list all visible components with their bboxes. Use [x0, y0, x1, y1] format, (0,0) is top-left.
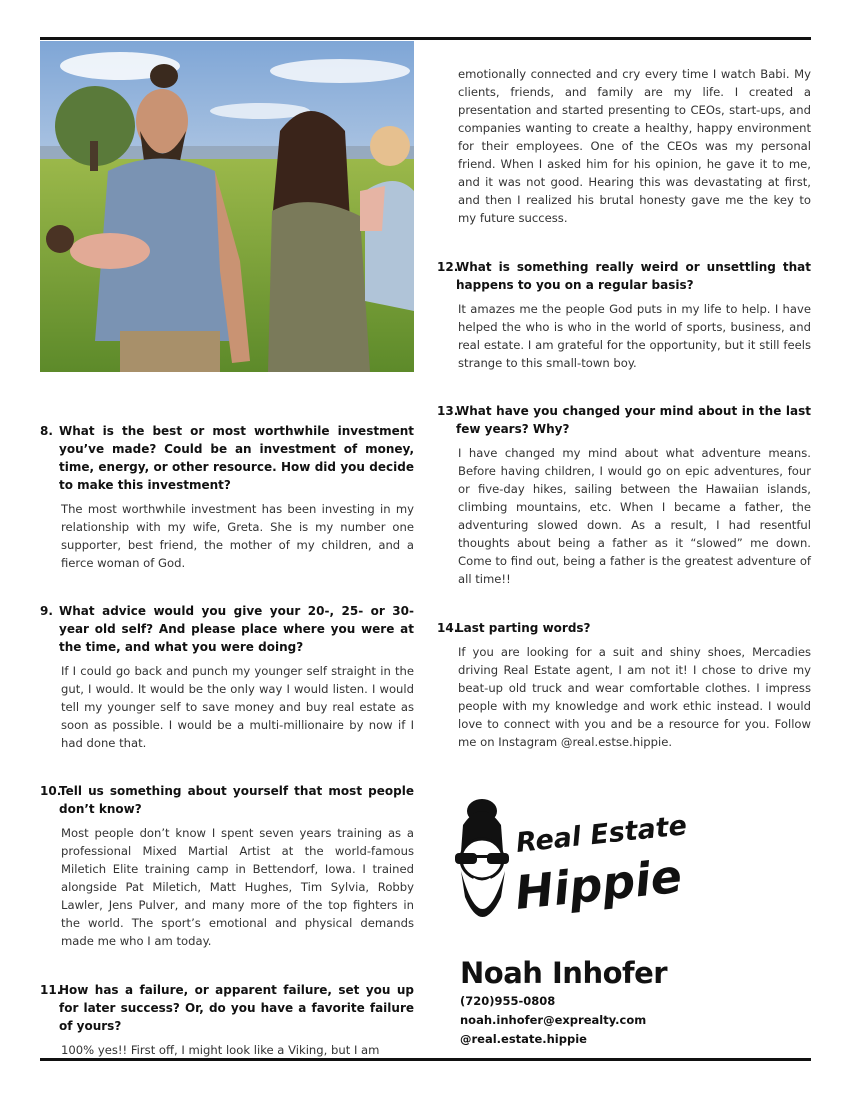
question-11	[40, 981, 414, 1035]
real-estate-hippie-logo	[449, 797, 689, 937]
answer-13: I have changed my mind about what adventure means. Before having children, I would go on epic adventures, four or five-day hikes, sailing between the Hawaiian islands, climbing mountains, etc. When I became a father, the adventuring slowed down. As a result, I had resentful thoughts about being a father as it “slowed” me down. Come to find out, being a father is the greatest adventure of all time!!	[458, 446, 811, 586]
question-text: What have you changed your mind about in the last few years? Why?	[456, 404, 811, 436]
question-number: 9.	[40, 604, 53, 618]
question-number: 12.	[437, 260, 459, 274]
agent-name: Noah Inhofer	[460, 956, 668, 990]
question-text: Last parting words?	[456, 621, 591, 635]
qa-item-14	[437, 619, 811, 751]
top-rule	[40, 37, 811, 40]
question-12	[437, 258, 811, 294]
bottom-rule	[40, 1058, 811, 1061]
logo-text-line1: Real Estate	[514, 810, 689, 859]
qa-item-9	[40, 602, 414, 752]
question-text: What is something really weird or unsettling that happens to you on a regular basis?	[456, 260, 811, 292]
qa-item-8	[40, 422, 414, 572]
question-text: What advice would you give your 20-, 25- or 30-year old self? And please place where you were at the time, and what you were doing?	[59, 604, 414, 654]
answer-14: If you are looking for a suit and shiny shoes, Mercadies driving Real Estate agent, I am not it! I chose to drive my beat-up old truck and wear comfortable clothes. I impress people with my knowledge and work ethic instead. I would love to connect with you and be a resource for you. Follow me on Instagram @real.estse.hippie.	[458, 645, 811, 749]
question-text: How has a failure, or apparent failure, set you up for later success? Or, do you have a favorite failure of yours?	[59, 983, 414, 1033]
answer-12: It amazes me the people God puts in my life to help. I have helped the who is who in the world of sports, business, and real estate. I am grateful for the opportunity, but it still feels strange to this small-town boy.	[458, 302, 811, 370]
question-number: 11.	[40, 983, 62, 997]
qa-item-10	[40, 782, 414, 950]
question-10	[40, 782, 414, 818]
phone-number: (720)955-0808	[460, 994, 556, 1008]
logo-text-line2: Hippie	[512, 848, 685, 920]
question-8	[40, 422, 414, 494]
question-text: Tell us something about yourself that most people don’t know?	[59, 784, 414, 816]
question-9	[40, 602, 414, 656]
answer-10: Most people don’t know I spent seven years training as a professional Mixed Martial Artist at the world-famous Miletich Elite training camp in Bettendorf, Iowa. I trained alongside Pat Miletich, Matt Hughes, Tim Sylvia, Robby Lawler, Jens Pulver, and many more of the top fighters in the world. The sport’s emotional and physical demands made me who I am today.	[61, 826, 414, 948]
question-number: 14.	[437, 621, 459, 635]
answer-9: If I could go back and punch my younger self straight in the gut, I would. It would be the only way I would listen. I would tell my younger self to save money and buy real estate as soon as possible. I would be a multi-millionaire by now if I had done that.	[61, 664, 414, 750]
question-13	[437, 402, 811, 438]
question-number: 13.	[437, 404, 459, 418]
qa-item-11	[40, 981, 414, 1059]
answer-8: The most worthwhile investment has been investing in my relationship with my wife, Greta. She is my number one supporter, best friend, the mother of my children, and a fierce woman of God.	[61, 502, 414, 570]
instagram-handle: @real.estate.hippie	[460, 1032, 587, 1046]
continued-answer-11: emotionally connected and cry every time I watch Babi. My clients, friends, and family are my life. I created a presentation and started presenting to CEOs, start-ups, and companies wanting to create a healthy, happy environment for their employees. One of the CEOs was my personal friend. When I asked him for his opinion, he gave it to me, and it was not good. Hearing this was devastating at first, and then I realized his brutal honesty gave me the key to my future success.	[458, 67, 811, 225]
answer-11: 100% yes!! First off, I might look like a Viking, but I am	[61, 1043, 380, 1057]
qa-item-13	[437, 402, 811, 588]
question-text: What is the best or most worthwhile investment you’ve made? Could be an investment of money, time, energy, or other resource. How did you decide to make this investment?	[59, 424, 414, 492]
question-14	[437, 619, 811, 637]
question-number: 10.	[40, 784, 62, 798]
email-address: noah.inhofer@exprealty.com	[460, 1013, 647, 1027]
question-number: 8.	[40, 424, 53, 438]
qa-item-12	[437, 258, 811, 372]
family-photo	[40, 41, 414, 372]
